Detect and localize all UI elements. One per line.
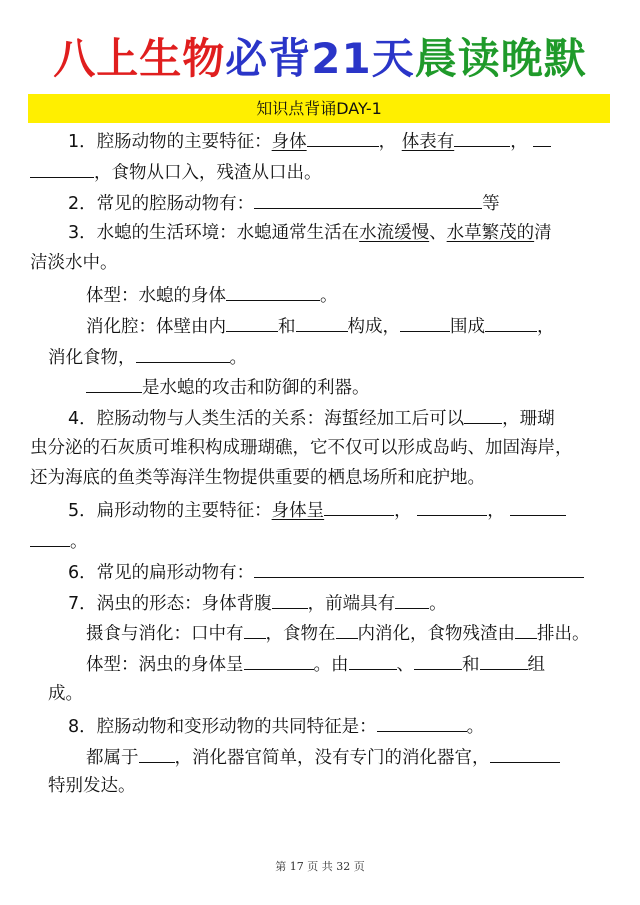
q1-line-2: ，食物从口入，残渣从口出。 [30,159,322,185]
title-part-blue: 必背21天 [225,34,415,83]
title-part-red: 八上生物 [53,34,226,83]
q3-digest-line-2: 消化食物， 。 [48,344,247,370]
page-title [0,34,640,84]
q4-line-2: 虫分泌的石灰质可堆积构成珊瑚礁，它不仅可以形成岛屿、加固海岸， [30,438,573,458]
q3-body-line: 体型：水螅的身体 。 [86,282,338,308]
q4-line-1: 4．腔肠动物与人类生活的关系：海蜇经加工后可以 ，珊瑚 [68,405,555,431]
q6-line: 6．常见的扁形动物有： [68,559,584,585]
q3-weapon-line: 是水螅的攻击和防御的利器。 [86,374,370,400]
q3-line-2: 洁淡水中。 [30,253,118,273]
q4-line-3: 还为海底的鱼类等海洋生物提供重要的栖息场所和庇护地。 [30,468,485,488]
q2-line: 2．常见的腔肠动物有： 等 [68,190,500,216]
q8-more-line-1: 都属于 ，消化器官简单，没有专门的消化器官， [86,744,560,770]
q1-line-1: 1．腔肠动物的主要特征：身体 ， 体表有 ， [68,128,551,154]
page-number: 第 17 页 共 32 页 [275,860,365,873]
q8-line: 8．腔肠动物和变形动物的共同特征是： 。 [68,713,484,739]
q7-line: 7．涡虫的形态：身体背腹 ，前端具有 。 [68,590,447,616]
q7-digest-line: 摄食与消化：口中有 ，食物在 内消化，食物残渣由 排出。 [86,620,590,646]
q7-body-line-1: 体型：涡虫的身体呈 。由 、 和 组 [86,651,545,677]
title-part-green: 晨读晚默 [414,34,587,83]
q3-line-1: 3．水螅的生活环境：水螅通常生活在水流缓慢、水草繁茂的清 [68,223,552,243]
q8-more-line-2: 特别发达。 [48,776,136,796]
q5-line-1: 5．扁形动物的主要特征：身体呈 ， ， [68,497,566,523]
q5-line-2: 。 [30,528,88,554]
q7-body-line-2: 成。 [48,684,83,704]
day-banner: 知识点背诵DAY-1 [28,94,610,123]
q3-digest-line-1: 消化腔：体壁由内 和 构成， 围成 ， [86,313,555,339]
